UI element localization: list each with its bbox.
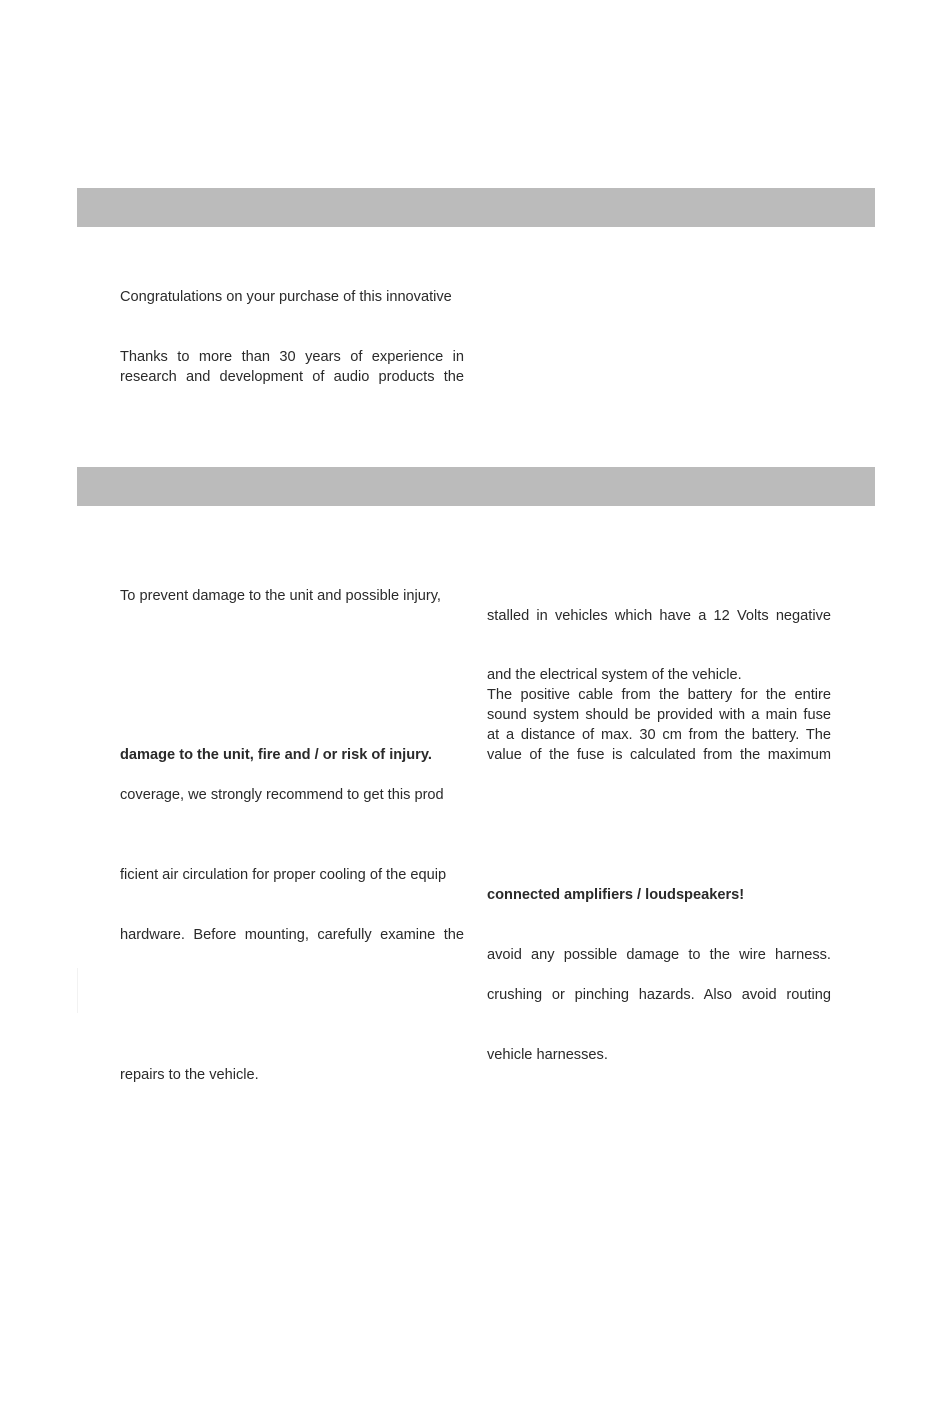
safety-left-line-1: To prevent damage to the unit and possible injury, (120, 588, 441, 604)
margin-line (77, 968, 78, 1013)
intro-line-1: Congratulations on your purchase of this innovative (120, 289, 452, 305)
right-line-10: vehicle harnesses. (487, 1047, 608, 1063)
right-line-9: crushing or pinching hazards. Also avoid routing (487, 987, 831, 1003)
right-line-4: sound system should be provided with a main fuse (487, 707, 831, 723)
safety-left-warning: damage to the unit, fire and / or risk of injury. (120, 747, 432, 763)
right-line-8: avoid any possible damage to the wire harness. (487, 947, 831, 963)
safety-left-line-6: repairs to the vehicle. (120, 1067, 259, 1083)
safety-left-line-4: ficient air circulation for proper cooling of the equip (120, 867, 447, 883)
right-line-1: stalled in vehicles which have a 12 Volts negative (487, 608, 831, 624)
section-header-bar-2 (77, 467, 875, 506)
safety-left-line-3: coverage, we strongly recommend to get this prod (120, 787, 444, 803)
safety-left-line-5: hardware. Before mounting, carefully examine the (120, 927, 464, 943)
section-header-bar-1 (77, 188, 875, 227)
right-line-6: value of the fuse is calculated from the maximum (487, 747, 831, 763)
right-warning: connected amplifiers / loudspeakers! (487, 887, 745, 903)
right-line-2: and the electrical system of the vehicle. (487, 667, 742, 683)
right-line-3: The positive cable from the battery for the entire (487, 687, 831, 703)
intro-line-2: Thanks to more than 30 years of experience in (120, 349, 464, 365)
intro-line-3: research and development of audio products the (120, 369, 464, 385)
right-line-5: at a distance of max. 30 cm from the battery. The (487, 727, 831, 743)
